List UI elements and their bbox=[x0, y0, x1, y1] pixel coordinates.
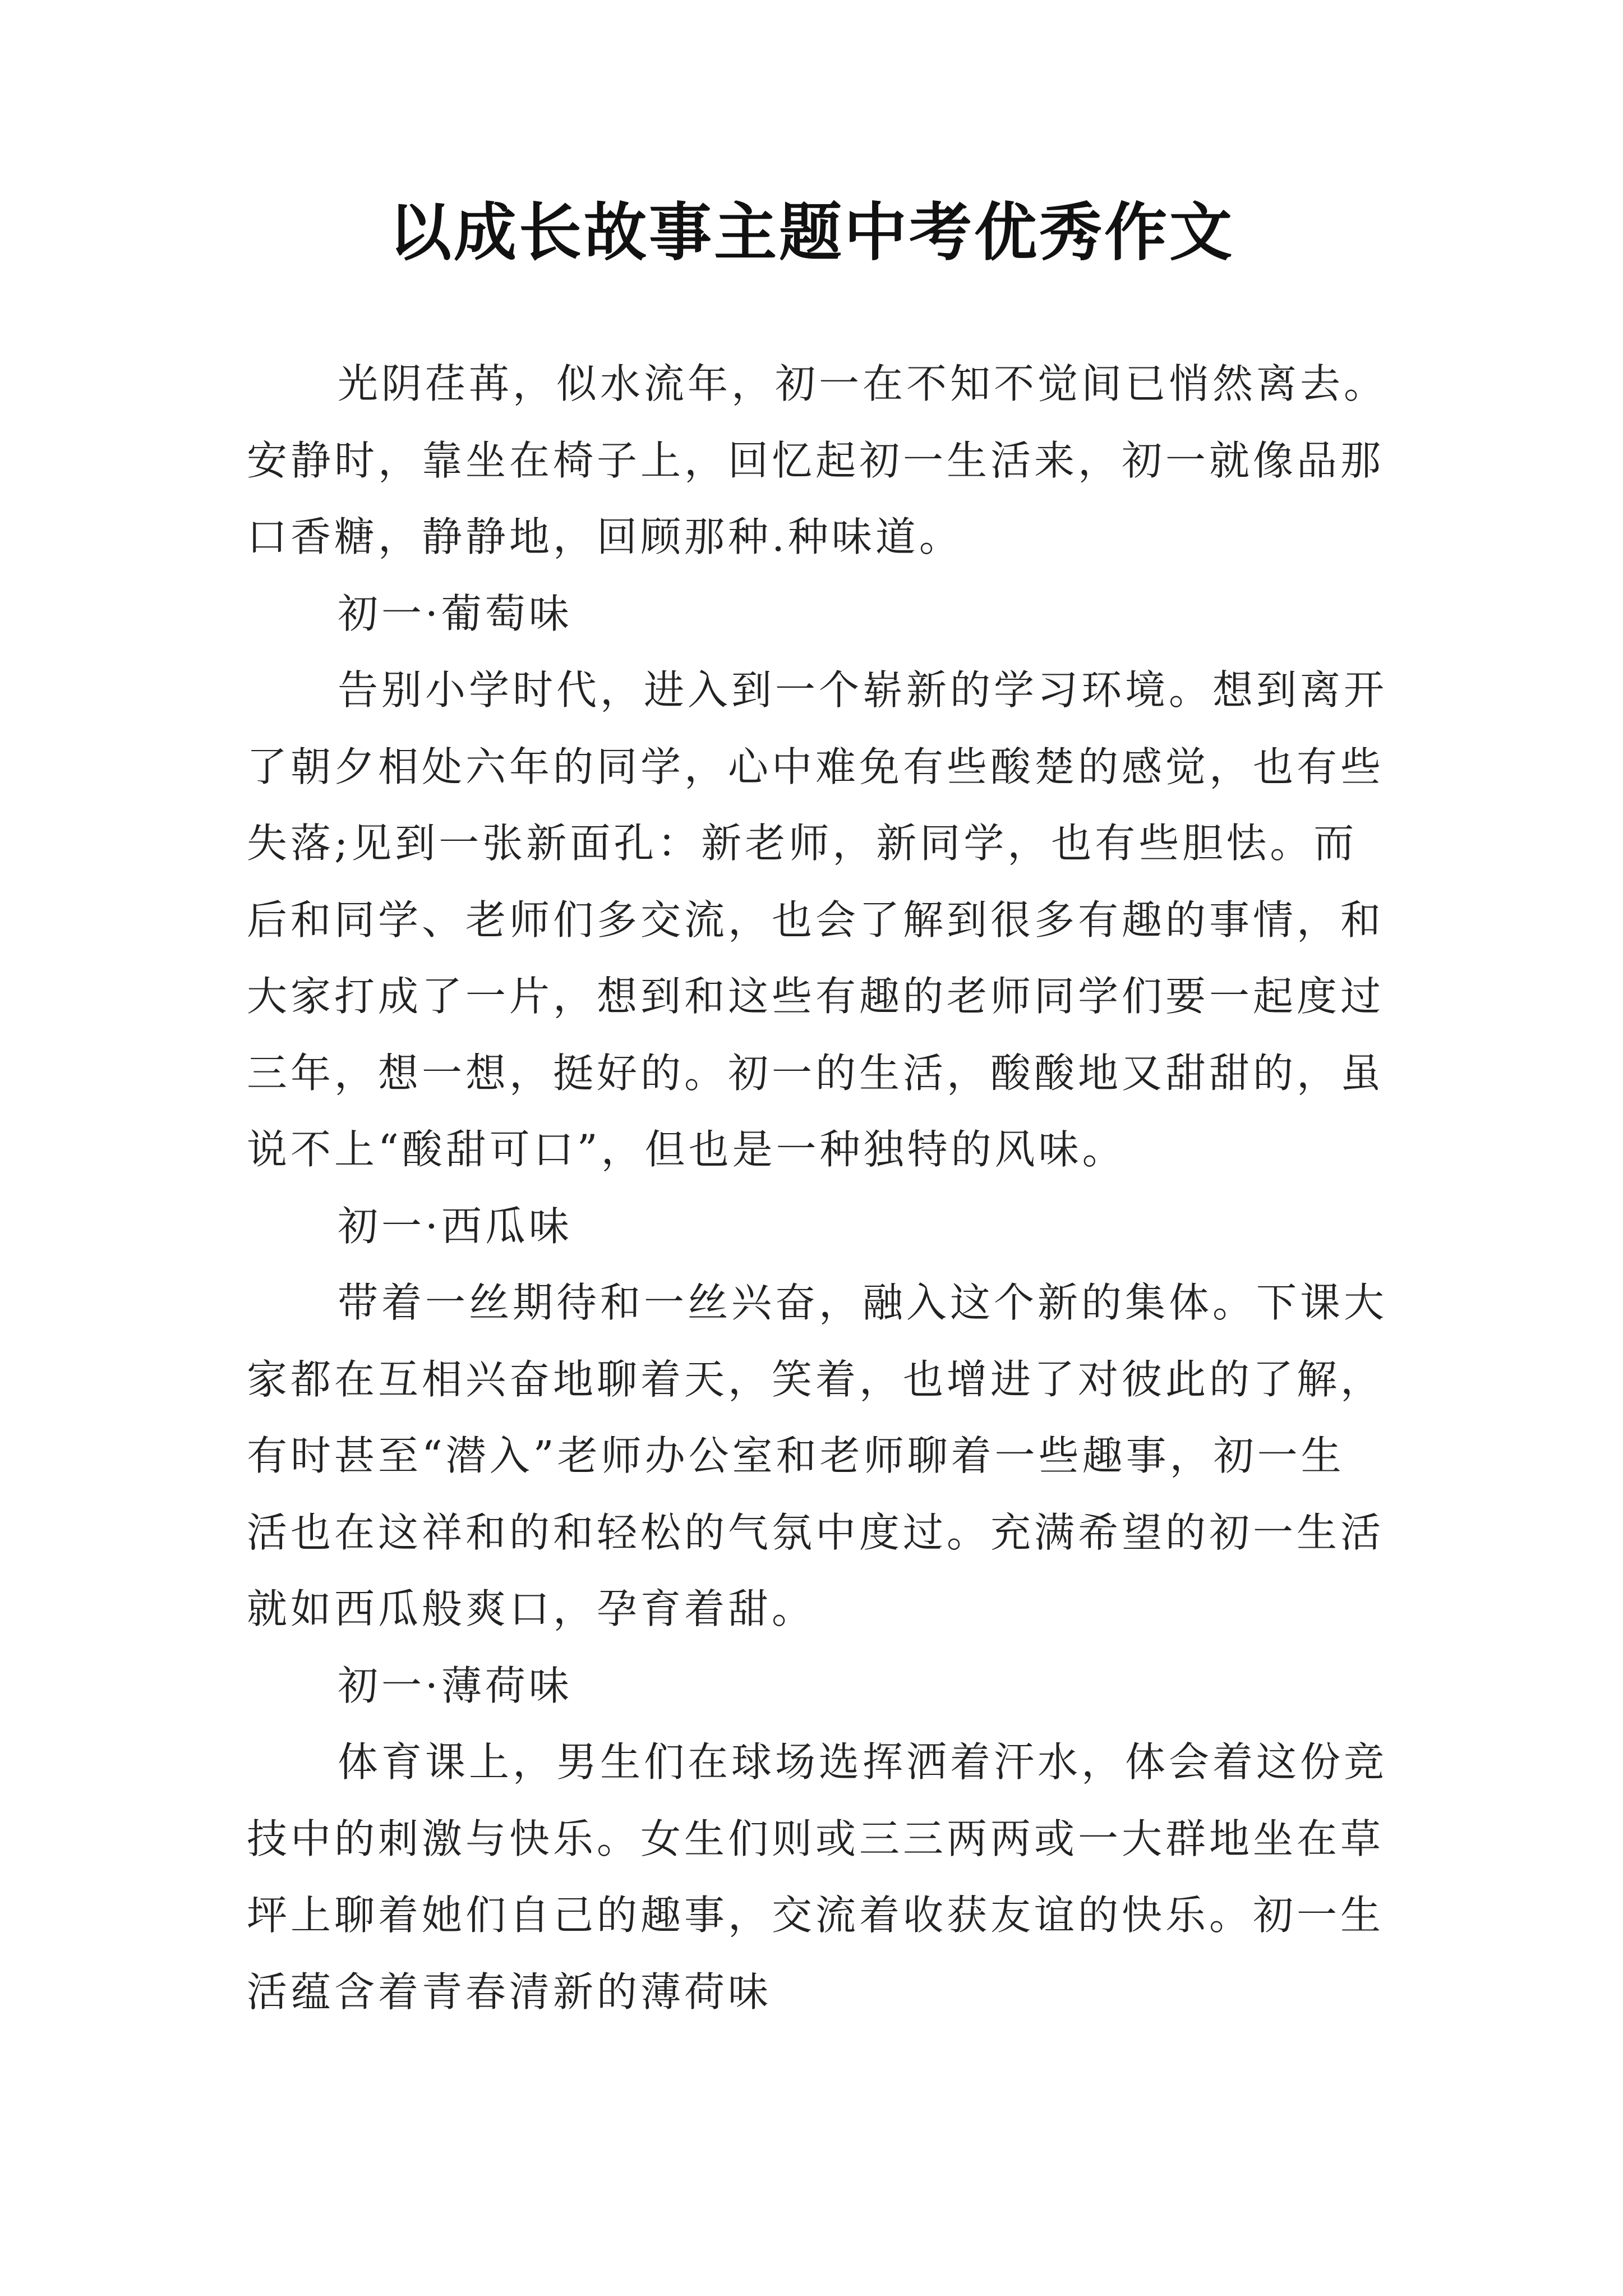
paragraph-line: 体育课上，男生们在球场选挥洒着汗水，体会着这份竞 bbox=[338, 1738, 1388, 1786]
paragraph-line: 了朝夕相处六年的同学，心中难免有些酸楚的感觉，也有些 bbox=[247, 743, 1385, 790]
section-heading-grape: 初一·葡萄味 bbox=[338, 590, 573, 637]
section-heading-watermelon: 初一·西瓜味 bbox=[338, 1202, 573, 1250]
document-body bbox=[247, 346, 1391, 2030]
paragraph-line: 三年，想一想，挺好的。初一的生活，酸酸地又甜甜的，虽 bbox=[247, 1049, 1385, 1097]
paragraph-line: 安静时，靠坐在椅子上，回忆起初一生活来，初一就像品那 bbox=[247, 436, 1385, 484]
paragraph-line: 活蕴含着青春清新的薄荷味 bbox=[247, 1968, 772, 2016]
paragraph-line: 家都在互相兴奋地聊着天，笑着，也增进了对彼此的了解， bbox=[247, 1355, 1385, 1403]
paragraph-line: 有时甚至“潜入”老师办公室和老师聊着一些趣事，初一生 bbox=[247, 1432, 1345, 1479]
paragraph-line: 口香糖，静静地，回顾那种.种味道。 bbox=[247, 513, 963, 560]
paragraph-line: 带着一丝期待和一丝兴奋，融入这个新的集体。下课大 bbox=[338, 1279, 1388, 1326]
paragraph-line: 后和同学、老师们多交流，也会了解到很多有趣的事情，和 bbox=[247, 896, 1385, 944]
paragraph-line: 技中的刺激与快乐。女生们则或三三两两或一大群地坐在草 bbox=[247, 1815, 1385, 1862]
paragraph-line: 说不上“酸甜可口”，但也是一种独特的风味。 bbox=[247, 1126, 1126, 1173]
section-heading-mint: 初一·薄荷味 bbox=[338, 1662, 573, 1709]
paragraph-line: 大家打成了一片，想到和这些有趣的老师同学们要一起度过 bbox=[247, 973, 1385, 1020]
paragraph-line: 光阴荏苒，似水流年，初一在不知不觉间已悄然离去。 bbox=[338, 360, 1388, 407]
paragraph-line: 告别小学时代，进入到一个崭新的学习环境。想到离开 bbox=[338, 666, 1388, 714]
paragraph-line: 就如西瓜般爽口，孕育着甜。 bbox=[247, 1585, 816, 1632]
paragraph-line: 失落;见到一张新面孔：新老师，新同学，也有些胆怯。而 bbox=[247, 820, 1358, 867]
paragraph-line: 坪上聊着她们自己的趣事，交流着收获友谊的快乐。初一生 bbox=[247, 1892, 1385, 1939]
document-title: 以成长故事主题中考优秀作文 bbox=[389, 196, 1234, 269]
paragraph-line: 活也在这祥和的和轻松的气氛中度过。充满希望的初一生活 bbox=[247, 1508, 1385, 1556]
